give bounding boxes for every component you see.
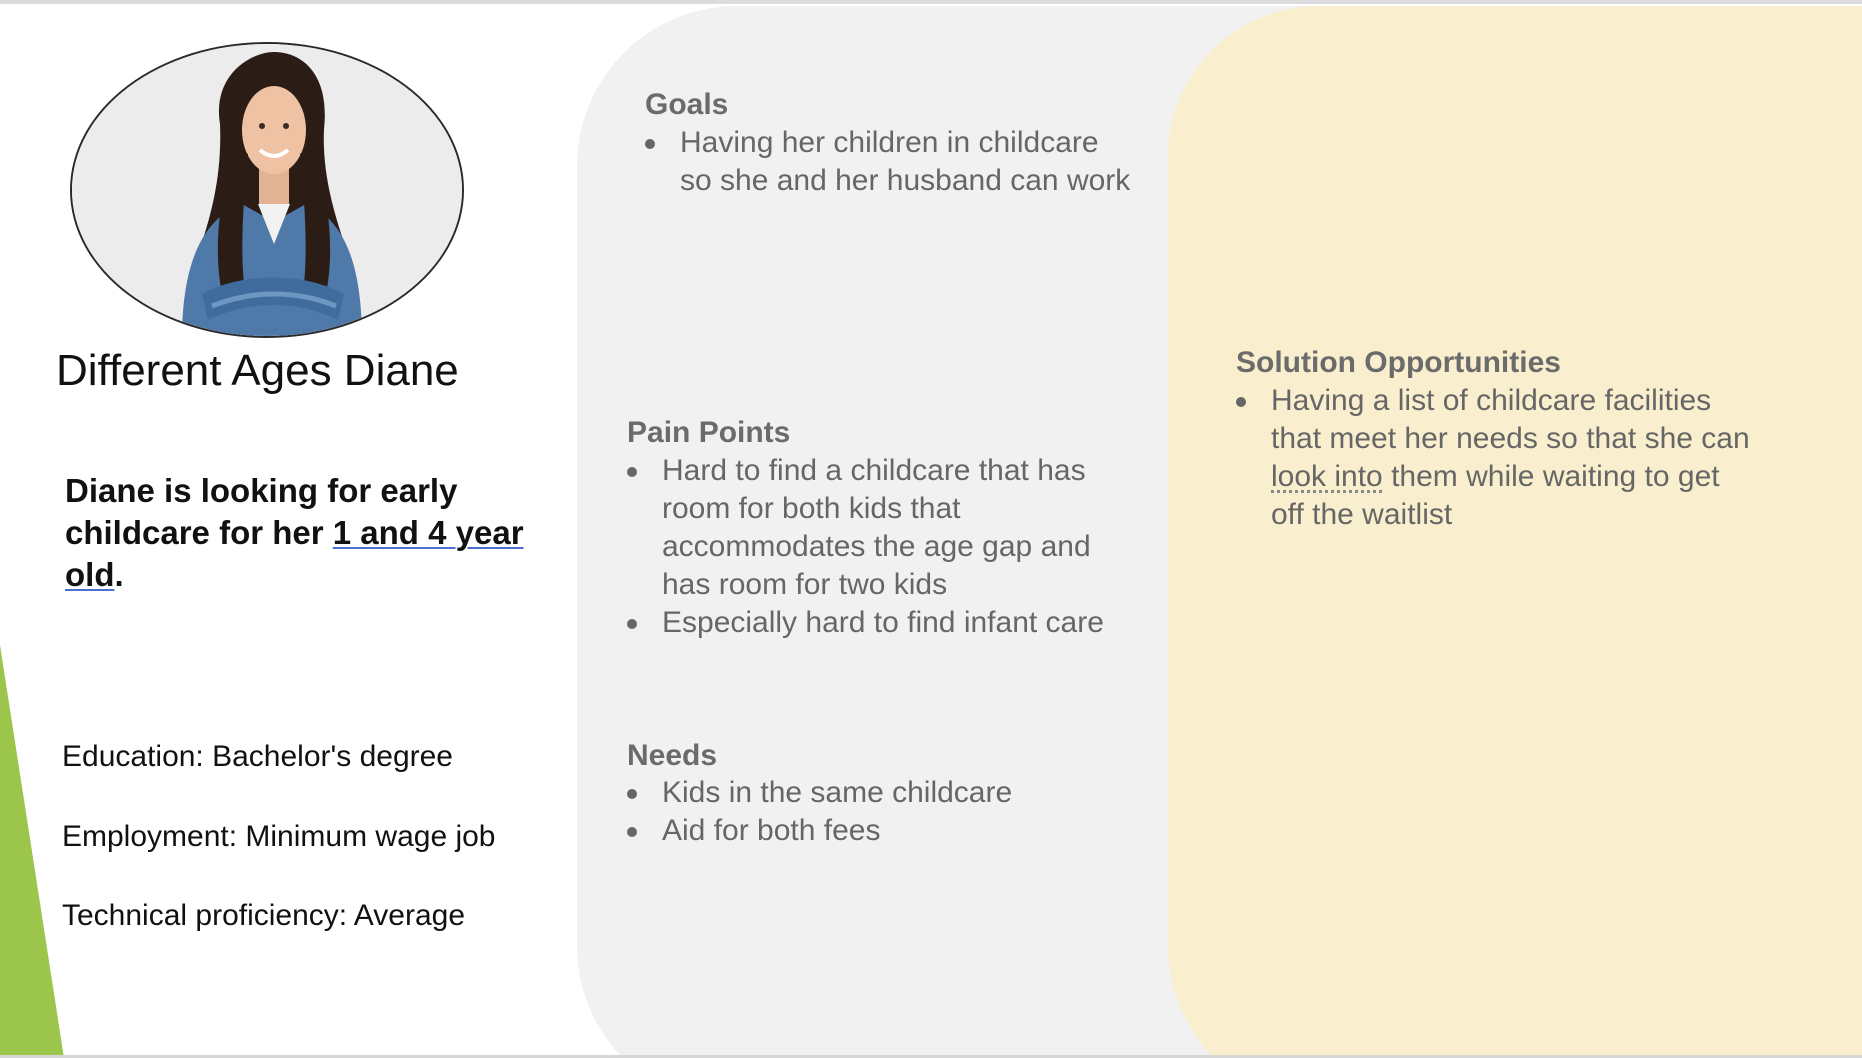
goal-text: Having her children in childcare so she and her husband can work [680,126,1131,197]
pain-point-text: Especially hard to find infant care [662,606,1104,639]
persona-name: Different Ages Diane [56,346,459,395]
goals-list [645,124,1135,200]
list-item [645,124,1135,200]
solutions-list [1236,382,1756,534]
list-item [627,452,1147,604]
pain-points-list [627,452,1147,642]
pain-point-text: Hard to find a childcare that has room for both kids that accommodates the age gap and has room for two kids [662,454,1091,601]
children-ages-highlight: 1 and 4 year old [65,514,524,593]
bullet-icon [627,789,637,799]
persona-avatar [70,42,464,338]
list-item [1236,382,1756,534]
bullet-icon [627,467,637,477]
goals-title: Goals [645,88,729,121]
bullet-icon [627,619,637,629]
persona-summary [65,470,535,596]
bullet-icon [1236,397,1246,407]
solution-text: Having a list of childcare facilities that meet her needs so that she can [1271,384,1750,455]
list-item [627,604,1147,642]
list-item [627,774,1147,812]
employment-attribute: Employment: Minimum wage job [62,820,496,853]
needs-title: Needs [627,739,718,772]
solutions-title: Solution Opportunities [1236,346,1561,379]
top-divider [0,0,1862,4]
summary-text: Diane is looking for early childcare for her [65,472,458,551]
need-text: Aid for both fees [662,814,881,847]
solution-text-end: them while waiting to get off the waitlist [1271,460,1720,531]
need-text: Kids in the same childcare [662,776,1013,809]
needs-list [627,774,1147,850]
tech-proficiency-attribute: Technical proficiency: Average [62,899,466,932]
woman-portrait-icon [72,44,464,338]
list-item [627,812,1147,850]
bullet-icon [645,139,655,149]
summary-period: . [114,556,124,593]
bullet-icon [627,827,637,837]
education-attribute: Education: Bachelor's degree [62,740,453,773]
look-into-annotation: look into [1271,460,1383,493]
pain-points-title: Pain Points [627,416,791,449]
